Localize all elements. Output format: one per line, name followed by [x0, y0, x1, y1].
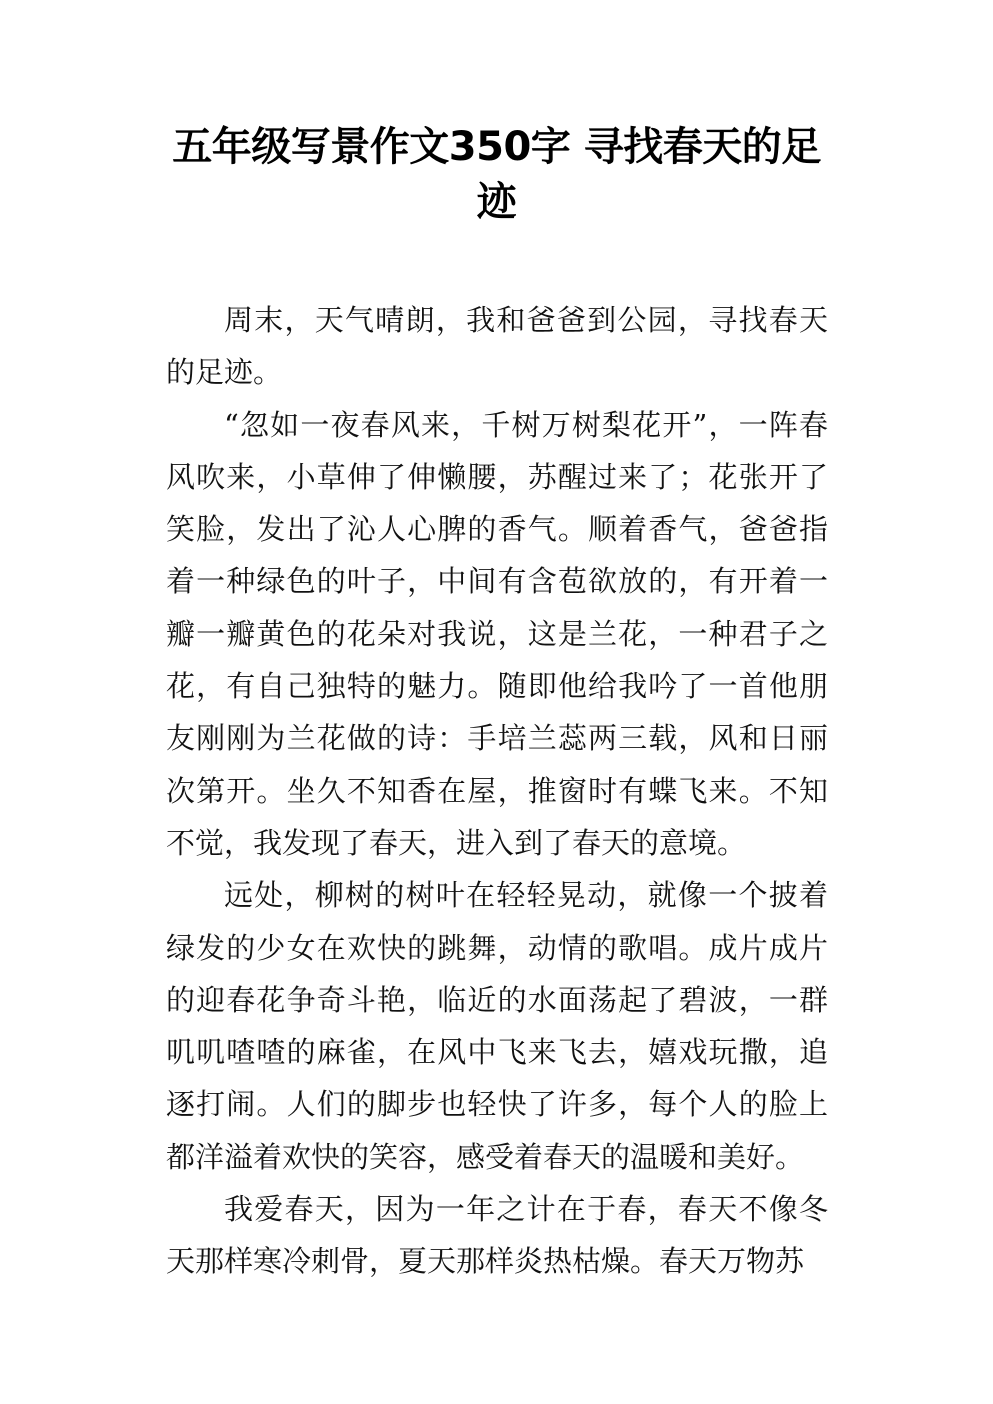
- paragraph-3: 远处，柳树的树叶在轻轻晃动，就像一个披着绿发的少女在欢快的跳舞，动情的歌唱。成片成片的迎春花争奇斗艳，临近的水面荡起了碧波，一群叽叽喳喳的麻雀，在风中飞来飞去，嬉戏玩撒，追逐打闹。人们的脚步也轻快了许多，每个人的脸上都洋溢着欢快的笑容，感受着春天的温暖和美好。: [166, 878, 828, 1174]
- paragraph-2: “忽如一夜春风来，千树万树梨花开”，一阵春风吹来，小草伸了伸懒腰，苏醒过来了；花张开了笑脸，发出了沁人心脾的香气。顺着香气，爸爸指着一种绿色的叶子，中间有含苞欲放的，有开着一瓣一瓣黄色的花朵对我说，这是兰花，一种君子之花，有自己独特的魅力。随即他给我吟了一首他朋友刚刚为兰花做的诗：手培兰蕊两三载，风和日丽次第开。坐久不知香在屋，推窗时有蝶飞来。不知不觉，我发现了春天，进入到了春天的意境。: [166, 407, 828, 860]
- document-body: [166, 294, 828, 1288]
- paragraph-1: 周末，天气晴朗，我和爸爸到公园，寻找春天的足迹。: [166, 303, 828, 390]
- paragraph-4: 我爱春天，因为一年之计在于春，春天不像冬天那样寒冷刺骨，夏天那样炎热枯燥。春天万物苏: [166, 1192, 828, 1279]
- document-title: 五年级写景作文350字 寻找春天的足迹: [172, 124, 821, 225]
